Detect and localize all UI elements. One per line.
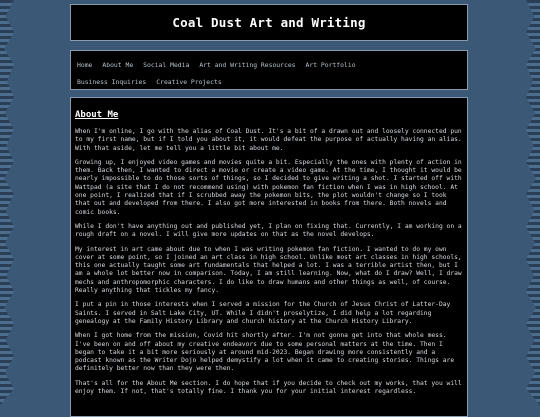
about-paragraph: Growing up, I enjoyed video games and movies quite a bit. Especially the ones with plenty of action in them. Back then, I wanted to direct a movie or create a video game. At the time, I thought it would be nearly impossible to do those sorts of things, so I decided to give writing a shot. I started off with Wattpad (a site that I do not recommend using) with pokemon fan fiction when I was in high school. At one point, I realized that if I scrubbed away the pokemon bits, the plot wouldn't change so I took that out and developed from there. I also got more interested in books from there. Both novels and comic books. — [75, 158, 462, 216]
nav-link-art-writing-resources[interactable]: Art and Writing Resources — [199, 60, 296, 69]
site-title: Coal Dust Art and Writing — [172, 15, 366, 30]
nav-link-social-media[interactable]: Social Media — [143, 60, 190, 69]
site-header — [70, 4, 468, 41]
about-paragraph: That's all for the About Me section. I do hope that if you decide to check out my works, that you will enjoy them. If not, that's totally fine. I thank you for your initial interest regardless. — [75, 379, 462, 396]
about-paragraph: I put a pin in those interests when I served a mission for the Church of Jesus Christ of Latter-Day Saints. I served in Salt Lake City, UT. While I didn't proselytize, I did help a lot regarding genealogy at the Family History Library and church history at the Church History Library. — [75, 301, 451, 325]
about-paragraph: While I don't have anything out and published yet, I plan on fixing that. Currently, I am working on a rough draft on a novel. I will give more updates on that as the novel develops. — [75, 222, 462, 239]
nav-row-primary — [77, 56, 461, 73]
nav-link-business-inquiries[interactable]: Business Inquiries — [77, 77, 147, 86]
nav-link-art-portfolio[interactable]: Art Portfolio — [305, 60, 356, 69]
left-torn-edge — [0, 0, 14, 405]
about-paragraph: When I'm online, I go with the alias of Coal Dust. It's a bit of a drawn out and loosely connected pun to my first name, but if I told you about it, it would defeat the purpose of actually having an alias. With that aside, let me tell you a little bit about me. — [75, 128, 462, 152]
nav-bar — [70, 50, 468, 90]
nav-link-about-me[interactable]: About Me — [102, 60, 134, 69]
about-paragraph: My interest in art came about due to when I was writing pokemon fan fiction. I wanted to do my own cover at some point, so I joined an art class in high school. Unlike most art classes in high schools, this one actually taught some art fundamentals that helped a lot. I was a terrible artist then, but I am a whole lot better now in comparison. Today, I am still learning. Now, what do I draw? Well, I draw mechs and anthropomorphic characters. I do like to draw humans and other things as well, of course. Really anything that tickles my fancy. — [75, 245, 462, 295]
nav-link-home[interactable]: Home — [77, 60, 93, 69]
nav-row-secondary — [77, 73, 461, 90]
section-title: About Me — [75, 110, 119, 120]
right-torn-edge — [526, 0, 540, 405]
nav-link-creative-projects[interactable]: Creative Projects — [156, 77, 222, 86]
about-content — [70, 97, 468, 417]
about-paragraph: When I got home from the mission, Covid hit shortly after. I'm not gonna get into that whole mess. I've been on and off about my creative endeavors due to some personal matters at the time. Then I began to take it a bit more seriously at around mid-2023. Began drawing more consistently and a podcast known as the Writer Dojo helped demystify a lot when it came to creating stories. Things are definitely better now than they were then. — [75, 332, 455, 373]
